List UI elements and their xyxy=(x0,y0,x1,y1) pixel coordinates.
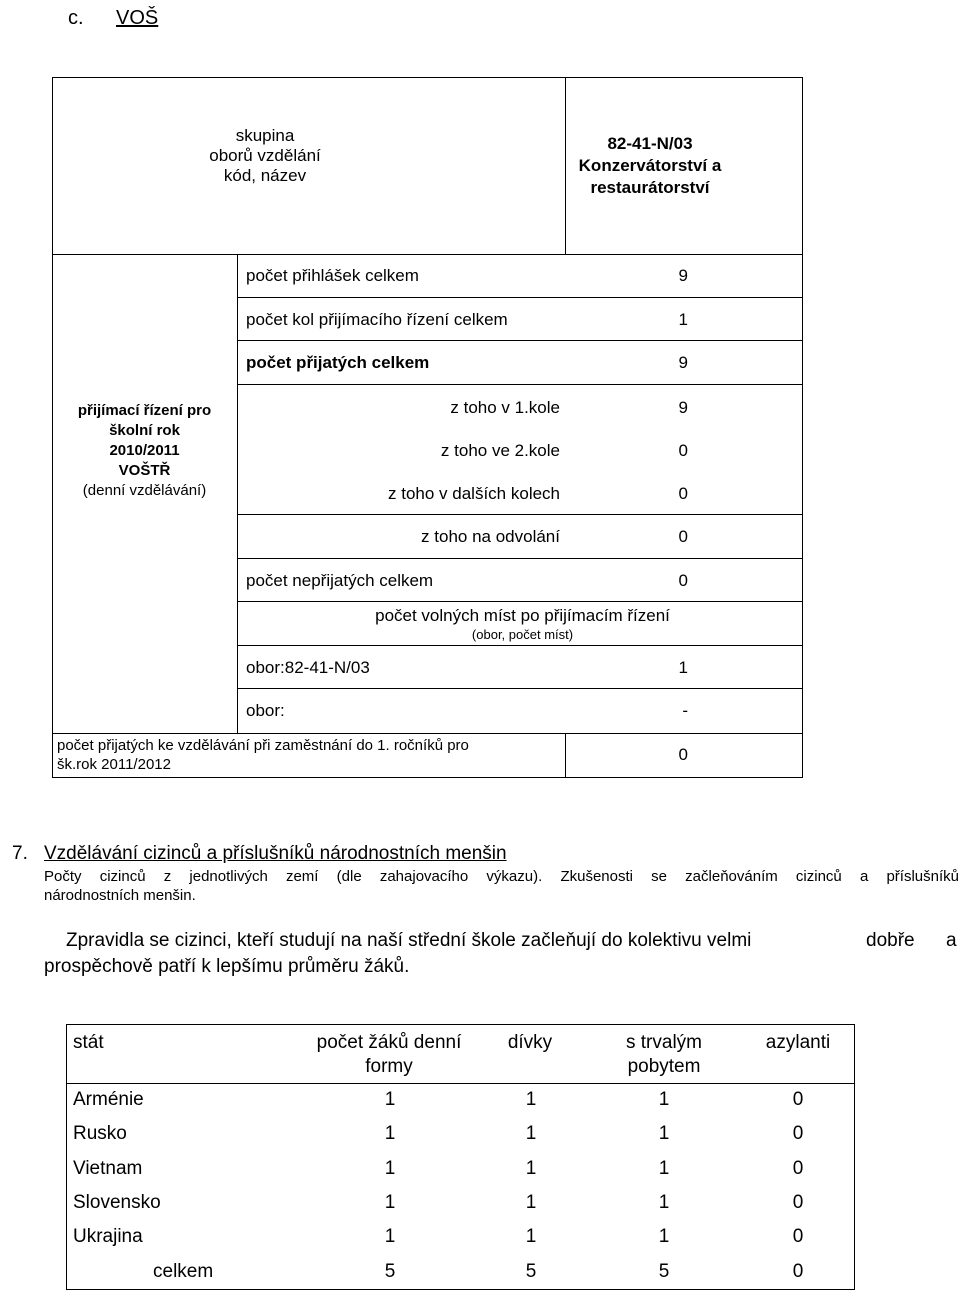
admission-period-label: 2010/2011 xyxy=(109,442,180,459)
section7-paragraph-word: dobře xyxy=(866,930,915,951)
admission-period-label: (denní vzdělávání) xyxy=(82,482,207,499)
header-program-name: restaurátorství xyxy=(590,178,710,197)
row-label-round2: z toho ve 2.kole xyxy=(440,441,560,460)
admission-period-label: přijímací řízení pro xyxy=(77,402,212,419)
cell-girls: 1 xyxy=(525,1123,537,1144)
col-header-asylum: azylanti xyxy=(765,1032,831,1053)
admission-period-label: školní rok xyxy=(109,422,180,439)
section7-description: Počty cizinců z jednotlivých zemí (dle zahajovacího výkazu). Zkušenosti se začleňováním cizinců a příslušníků xyxy=(44,868,959,885)
row-value-round2: 0 xyxy=(678,441,688,460)
obor-value: - xyxy=(682,701,688,720)
cell-state: Slovensko xyxy=(73,1192,161,1213)
cell-state: Rusko xyxy=(73,1123,127,1144)
cell-students: 1 xyxy=(384,1226,396,1247)
employed-value: 0 xyxy=(678,745,688,764)
row-label-applications: počet přihlášek celkem xyxy=(246,266,419,285)
cell-asylum: 0 xyxy=(792,1089,804,1110)
header-left-line: oborů vzdělání xyxy=(209,146,321,165)
cell-state: Arménie xyxy=(73,1089,144,1110)
section-letter: c. xyxy=(68,7,84,29)
row-label-other-rounds: z toho v dalších kolech xyxy=(388,484,560,503)
col-header-permanent: pobytem xyxy=(627,1056,701,1077)
row-label-rejected: počet nepřijatých celkem xyxy=(246,571,434,590)
cell-total-permanent: 5 xyxy=(658,1261,670,1282)
section7-title: Vzdělávání cizinců a příslušníků národnostních menšin xyxy=(44,843,507,864)
row-value-rounds: 1 xyxy=(678,310,688,329)
row-label-appeal: z toho na odvolání xyxy=(421,527,560,546)
admission-period-label: VOŠTŘ xyxy=(118,462,171,479)
row-value-other-rounds: 0 xyxy=(678,484,688,503)
section7-paragraph: prospěchově patří k lepšímu průměru žáků. xyxy=(44,956,410,977)
row-value-applications: 9 xyxy=(678,266,688,285)
cell-girls: 1 xyxy=(525,1089,537,1110)
cell-permanent: 1 xyxy=(658,1226,670,1247)
row-label-round1: z toho v 1.kole xyxy=(450,398,560,417)
cell-students: 1 xyxy=(384,1192,396,1213)
obor-label: obor:82-41-N/03 xyxy=(246,658,370,677)
obor-label: obor: xyxy=(246,701,285,720)
cell-total-asylum: 0 xyxy=(792,1261,804,1282)
row-value-rejected: 0 xyxy=(678,571,688,590)
section-number: 7. xyxy=(12,843,28,864)
cell-asylum: 0 xyxy=(792,1192,804,1213)
cell-students: 1 xyxy=(384,1158,396,1179)
cell-girls: 1 xyxy=(525,1158,537,1179)
row-label-rounds: počet kol přijímacího řízení celkem xyxy=(246,310,508,329)
header-left-line: kód, název xyxy=(223,166,307,185)
cell-permanent: 1 xyxy=(658,1192,670,1213)
cell-asylum: 0 xyxy=(792,1158,804,1179)
cell-asylum: 0 xyxy=(792,1226,804,1247)
cell-total-girls: 5 xyxy=(525,1261,537,1282)
free-places-title: počet volných míst po přijímacím řízení xyxy=(375,606,670,625)
row-value-accepted: 9 xyxy=(678,353,688,372)
cell-state: Ukrajina xyxy=(73,1226,143,1247)
obor-value: 1 xyxy=(678,658,688,677)
cell-students: 1 xyxy=(384,1123,396,1144)
employed-label: šk.rok 2011/2012 xyxy=(57,756,171,773)
cell-girls: 1 xyxy=(525,1192,537,1213)
header-program-code: 82-41-N/03 xyxy=(607,134,693,153)
employed-label: počet přijatých ke vzdělávání při zaměstnání do 1. ročníků pro xyxy=(57,737,469,754)
col-header-students: formy xyxy=(365,1056,413,1077)
row-label-accepted: počet přijatých celkem xyxy=(246,353,430,372)
section7-paragraph: Zpravidla se cizinci, kteří studují na naší střední škole začleňují do kolektivu velmi xyxy=(66,930,752,951)
cell-permanent: 1 xyxy=(658,1158,670,1179)
section-title: VOŠ xyxy=(116,7,159,29)
col-header-permanent: s trvalým xyxy=(626,1032,702,1053)
cell-girls: 1 xyxy=(525,1226,537,1247)
col-header-girls: dívky xyxy=(507,1032,553,1053)
free-places-subtitle: (obor, počet míst) xyxy=(471,627,574,642)
col-header-students: počet žáků denní xyxy=(316,1032,462,1053)
col-header-state: stát xyxy=(73,1032,104,1053)
header-program-name: Konzervátorství a xyxy=(578,156,722,175)
cell-students: 1 xyxy=(384,1089,396,1110)
cell-asylum: 0 xyxy=(792,1123,804,1144)
section7-description: národnostních menšin. xyxy=(44,887,196,904)
row-value-appeal: 0 xyxy=(678,527,688,546)
cell-state: Vietnam xyxy=(73,1158,143,1179)
section7-paragraph-word: a xyxy=(946,930,957,951)
header-left-line: skupina xyxy=(235,126,295,145)
cell-permanent: 1 xyxy=(658,1123,670,1144)
row-value-round1: 9 xyxy=(678,398,688,417)
cell-total-label: celkem xyxy=(153,1261,214,1282)
cell-total-students: 5 xyxy=(384,1261,396,1282)
cell-permanent: 1 xyxy=(658,1089,670,1110)
